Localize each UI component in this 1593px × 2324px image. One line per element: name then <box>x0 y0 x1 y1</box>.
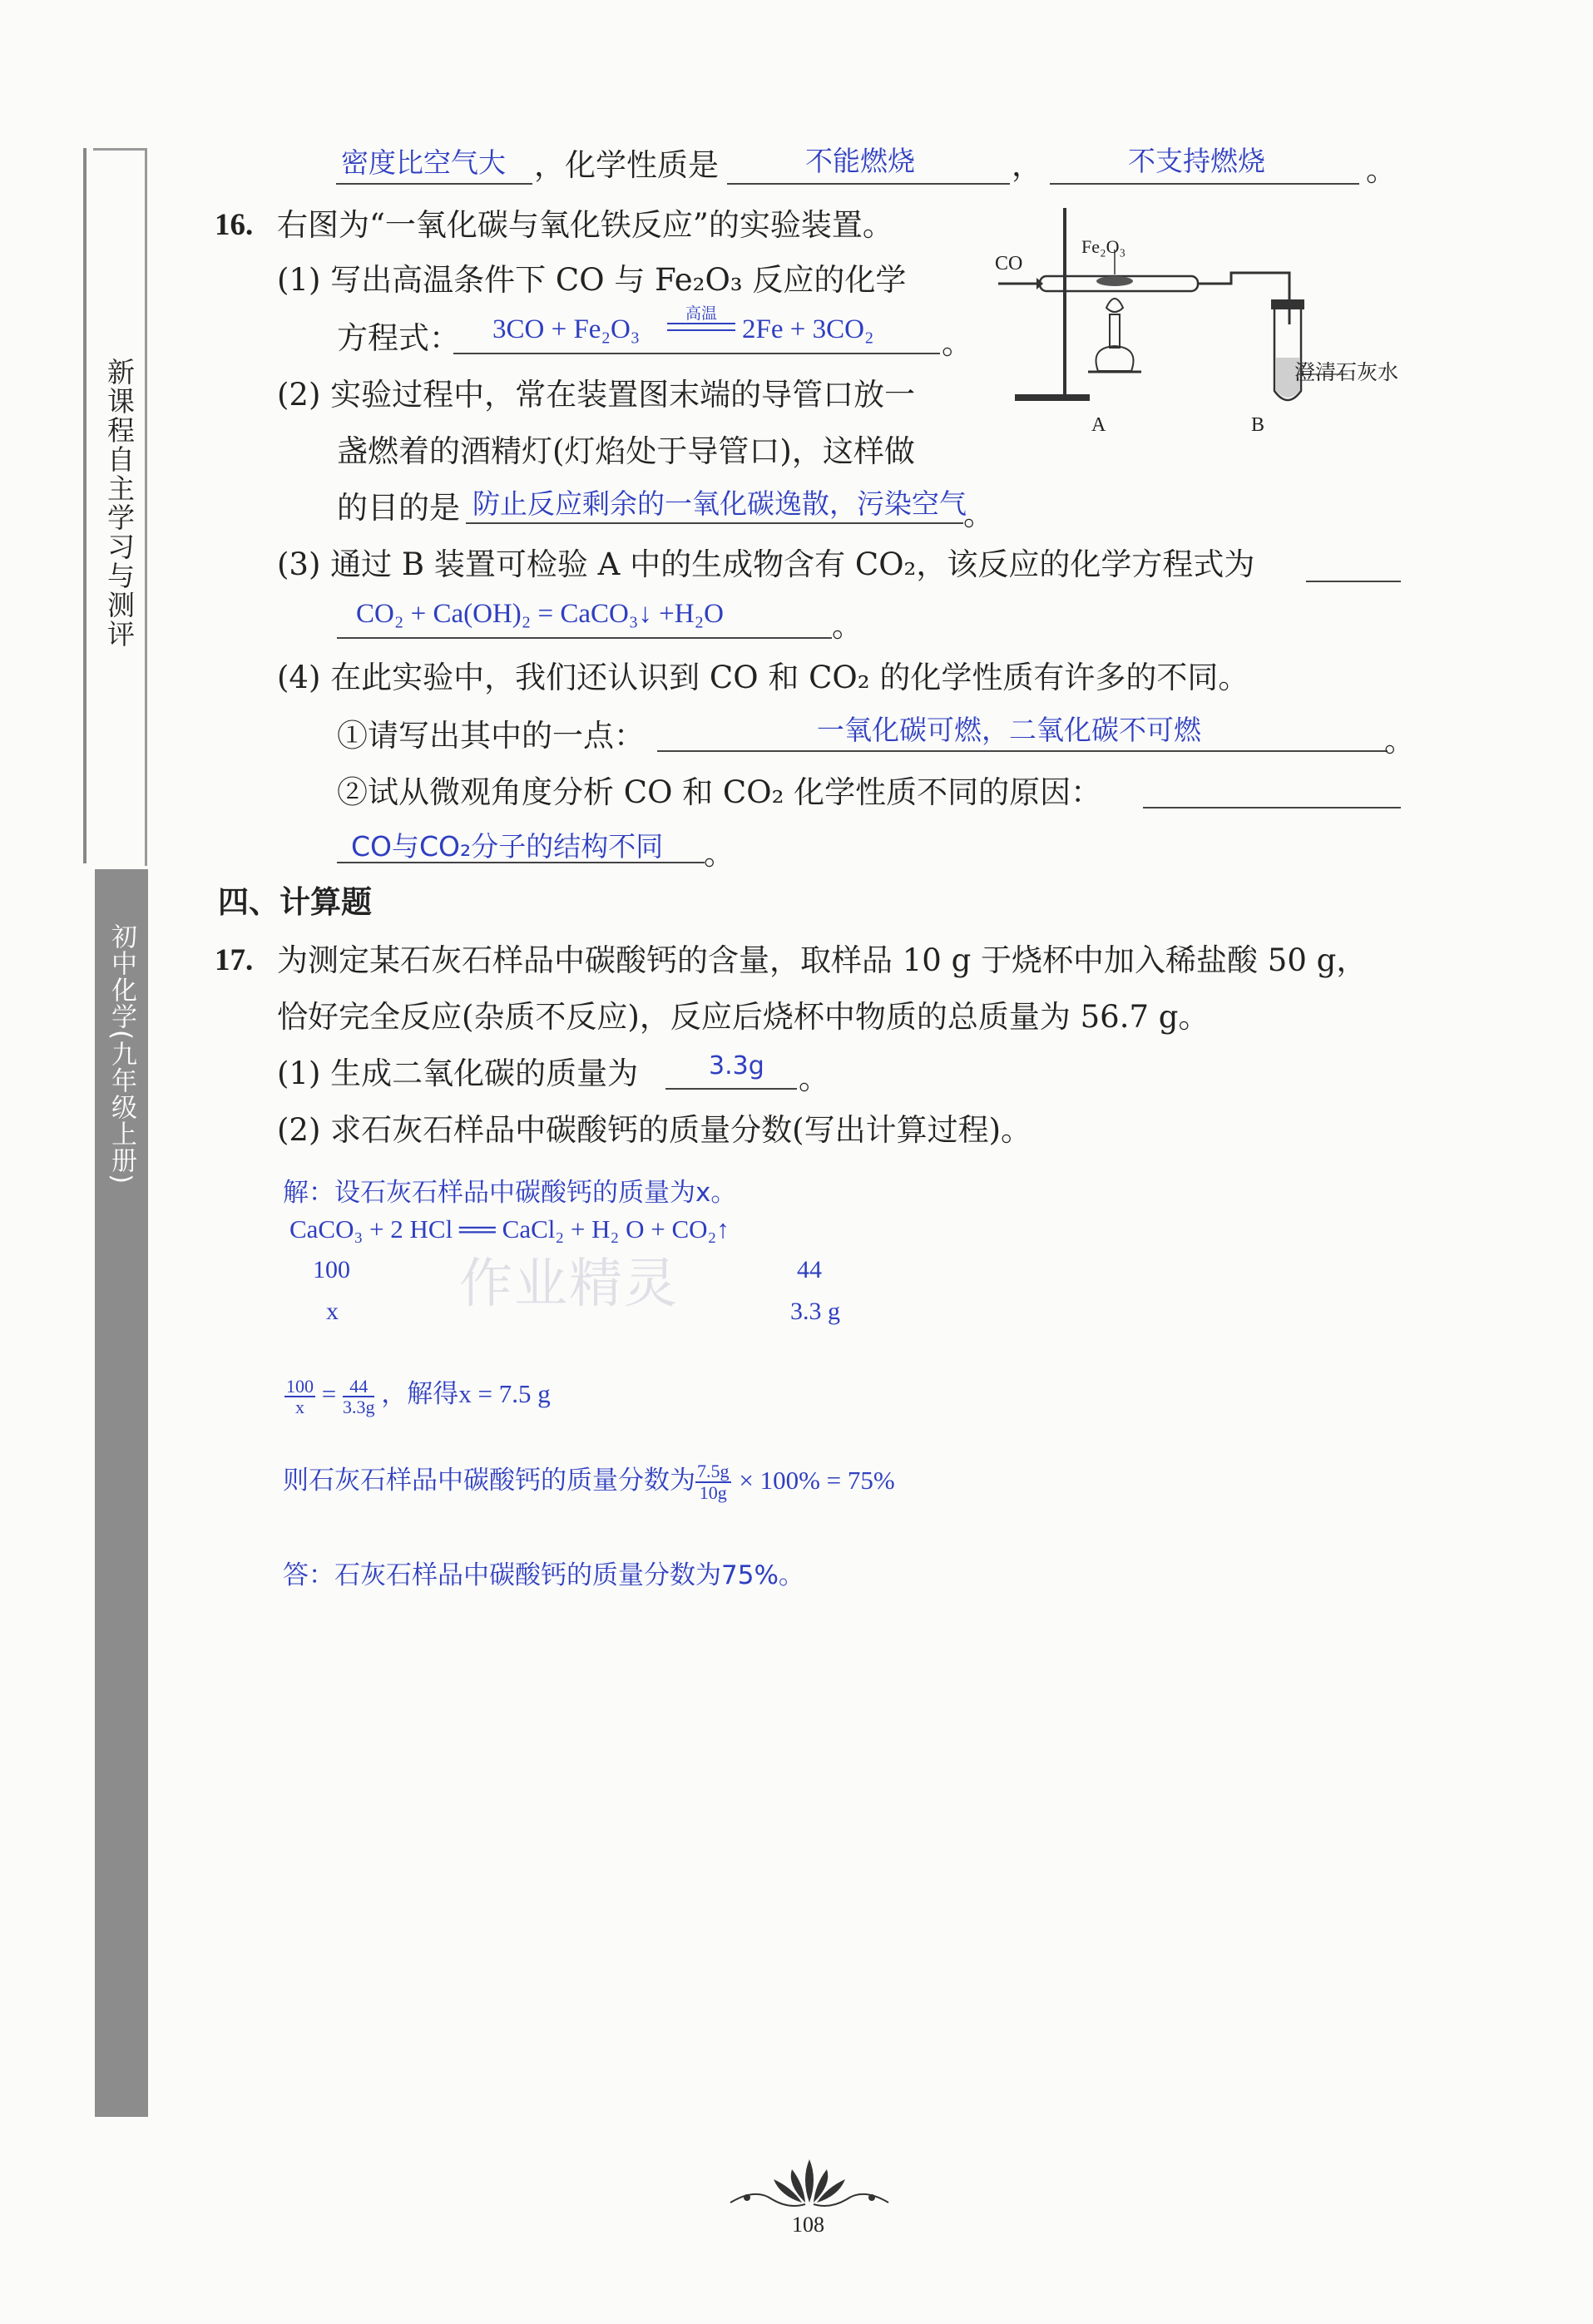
q16-p3-end: 。 <box>832 608 863 644</box>
section-title: 四、计算题 <box>218 884 372 920</box>
q16-p2-line1: (2) 实验过程中，常在装置图末端的导管口放一 <box>277 377 916 413</box>
ratio-right: $\frac{44}{3.3g}$ <box>342 1375 375 1417</box>
diagram-label-b: B <box>1251 414 1265 436</box>
answer-line-prop1 <box>727 183 1010 185</box>
q16-p2-answer: 防止反应剩余的一氧化碳逸散，污染空气 <box>472 487 967 520</box>
q16-p1-end: 。 <box>942 325 972 361</box>
q17-stem-line2: 恰好完全反应(杂质不反应)，反应后烧杯中物质的总质量为 56.7 g。 <box>277 999 1210 1035</box>
stopper <box>1271 299 1304 309</box>
answer-line-prop2 <box>1050 183 1359 185</box>
q16-p4-answer2: CO与CO₂分子的结构不同 <box>351 830 664 863</box>
q15-end: 。 <box>1366 152 1397 188</box>
q15-comma: ， <box>1012 147 1042 183</box>
q17-number: 17. <box>215 943 254 977</box>
q15-text: ，化学性质是 <box>534 147 719 183</box>
q16-p2-end: 。 <box>963 497 994 532</box>
q17-stem-line1: 为测定某石灰石样品中碳酸钙的含量，取样品 10 g 于烧杯中加入稀盐酸 50 g， <box>277 942 1368 978</box>
answer-line-q17-p1 <box>665 1088 797 1090</box>
diagram-label-fe2o3: Fe₂O₃ <box>1081 236 1126 257</box>
flame <box>1106 299 1123 312</box>
burner-body <box>1096 346 1134 371</box>
equals-sign <box>667 323 735 331</box>
q17-p1-text: (1) 生成二氧化碳的质量为 <box>277 1056 639 1091</box>
mass-fraction: $\frac{7.5g}{10g}$ <box>697 1461 730 1503</box>
answer-line-p3b <box>337 637 832 639</box>
q16-p2-line3: 的目的是 <box>337 490 460 526</box>
q17-p1-answer: 3.3g <box>709 1051 764 1080</box>
q16-p3-line1: (3) 通过 B 装置可检验 A 中的生成物含有 CO₂，该反应的化学方程式为 <box>277 546 1255 582</box>
answer-line-p2 <box>466 522 963 524</box>
q16-p2-line2: 盏燃着的酒精灯(灯焰处于导管口)，这样做 <box>337 433 915 469</box>
diagram-label-limewater: 澄清石灰水 <box>1294 360 1399 384</box>
q16-p1-line1: (1) 写出高温条件下 CO 与 Fe₂O₃ 反应的化学 <box>277 262 907 298</box>
q16-p4-sub2: ②试从微观角度分析 CO 和 CO₂ 化学性质不同的原因： <box>337 774 1102 810</box>
answer-density: 密度比空气大 <box>341 146 506 179</box>
solution-molar-caco3: 100 <box>313 1256 350 1283</box>
q16-p1-answer-right: 2Fe + 3CO₂ <box>742 314 874 344</box>
ratio-left: $\frac{100}{x}$ <box>286 1375 314 1417</box>
footer-ornament <box>722 2154 897 2213</box>
diagram-label-a: A <box>1091 414 1106 436</box>
q16-number: 16. <box>215 208 254 242</box>
fraction-line: 则石灰石样品中碳酸钙的质量分数为 $\frac{7.5g}{10g}$ × 100% = 75% <box>283 1461 895 1503</box>
solution-x: x <box>326 1298 339 1325</box>
q16-p1-answer-left: 3CO + Fe₂O₃ <box>492 314 641 344</box>
sidebar-bottom-label: 初中化学(九年级上册) <box>106 923 136 1185</box>
q16-p1-line2: 方程式： <box>337 320 460 356</box>
stand-base <box>1015 394 1090 401</box>
q17-p1-end: 。 <box>799 1061 829 1096</box>
sidebar-top-label: 新课程自主学习与测评 <box>103 358 136 649</box>
connecting-pipe <box>1198 273 1289 324</box>
solution-mass-co2: 3.3 g <box>790 1298 840 1325</box>
fe2o3-powder <box>1096 276 1133 286</box>
solution-molar-co2: 44 <box>797 1256 822 1283</box>
q16-p4-answer1: 一氧化碳可燃，二氧化碳不可燃 <box>817 714 1201 746</box>
ratio-equation: $\frac{100}{x}$ = $\frac{44}{3.3g}$ ，解得x = 7.5 g <box>286 1375 551 1417</box>
q17-p2-text: (2) 求石灰石样品中碳酸钙的质量分数(写出计算过程)。 <box>277 1112 1032 1148</box>
q16-p4-end2: 。 <box>704 836 735 872</box>
diagram-label-co: CO <box>995 253 1023 274</box>
answer-line-p4b1 <box>1143 807 1401 808</box>
answer-prop2: 不支持燃烧 <box>1128 145 1265 177</box>
answer-line-p3a <box>1306 581 1401 582</box>
answer-prop1: 不能燃烧 <box>805 145 915 177</box>
q16-p3-answer: CO₂ + Ca(OH)₂ = CaCO₃↓ +H₂O <box>356 599 724 629</box>
q16-p4-sub1: ①请写出其中的一点： <box>337 718 645 754</box>
burner-neck <box>1110 314 1120 348</box>
apparatus-diagram <box>982 191 1414 441</box>
q16-stem: 右图为“一氧化碳与氧化铁反应”的实验装置。 <box>277 207 893 243</box>
solution-answer: 答：石灰石样品中碳酸钙的质量分数为75%。 <box>283 1560 804 1590</box>
answer-line-density <box>336 183 532 185</box>
q16-p4-end1: 。 <box>1384 723 1415 759</box>
solution-equation: CaCO₃ + 2 HCl ══ CaCl₂ + H₂ O + CO₂↑ <box>289 1214 730 1244</box>
page-number: 108 <box>792 2213 824 2237</box>
answer-line-p1 <box>453 353 940 354</box>
watermark: 作业精灵 <box>459 1253 679 1315</box>
solution-let: 解：设石灰石样品中碳酸钙的质量为x。 <box>283 1178 737 1208</box>
answer-line-p4a <box>657 750 1388 752</box>
q16-p1-condition: 高温 <box>685 304 717 323</box>
q16-p4-line1: (4) 在此实验中，我们还认识到 CO 和 CO₂ 的化学性质有许多的不同。 <box>277 660 1249 695</box>
